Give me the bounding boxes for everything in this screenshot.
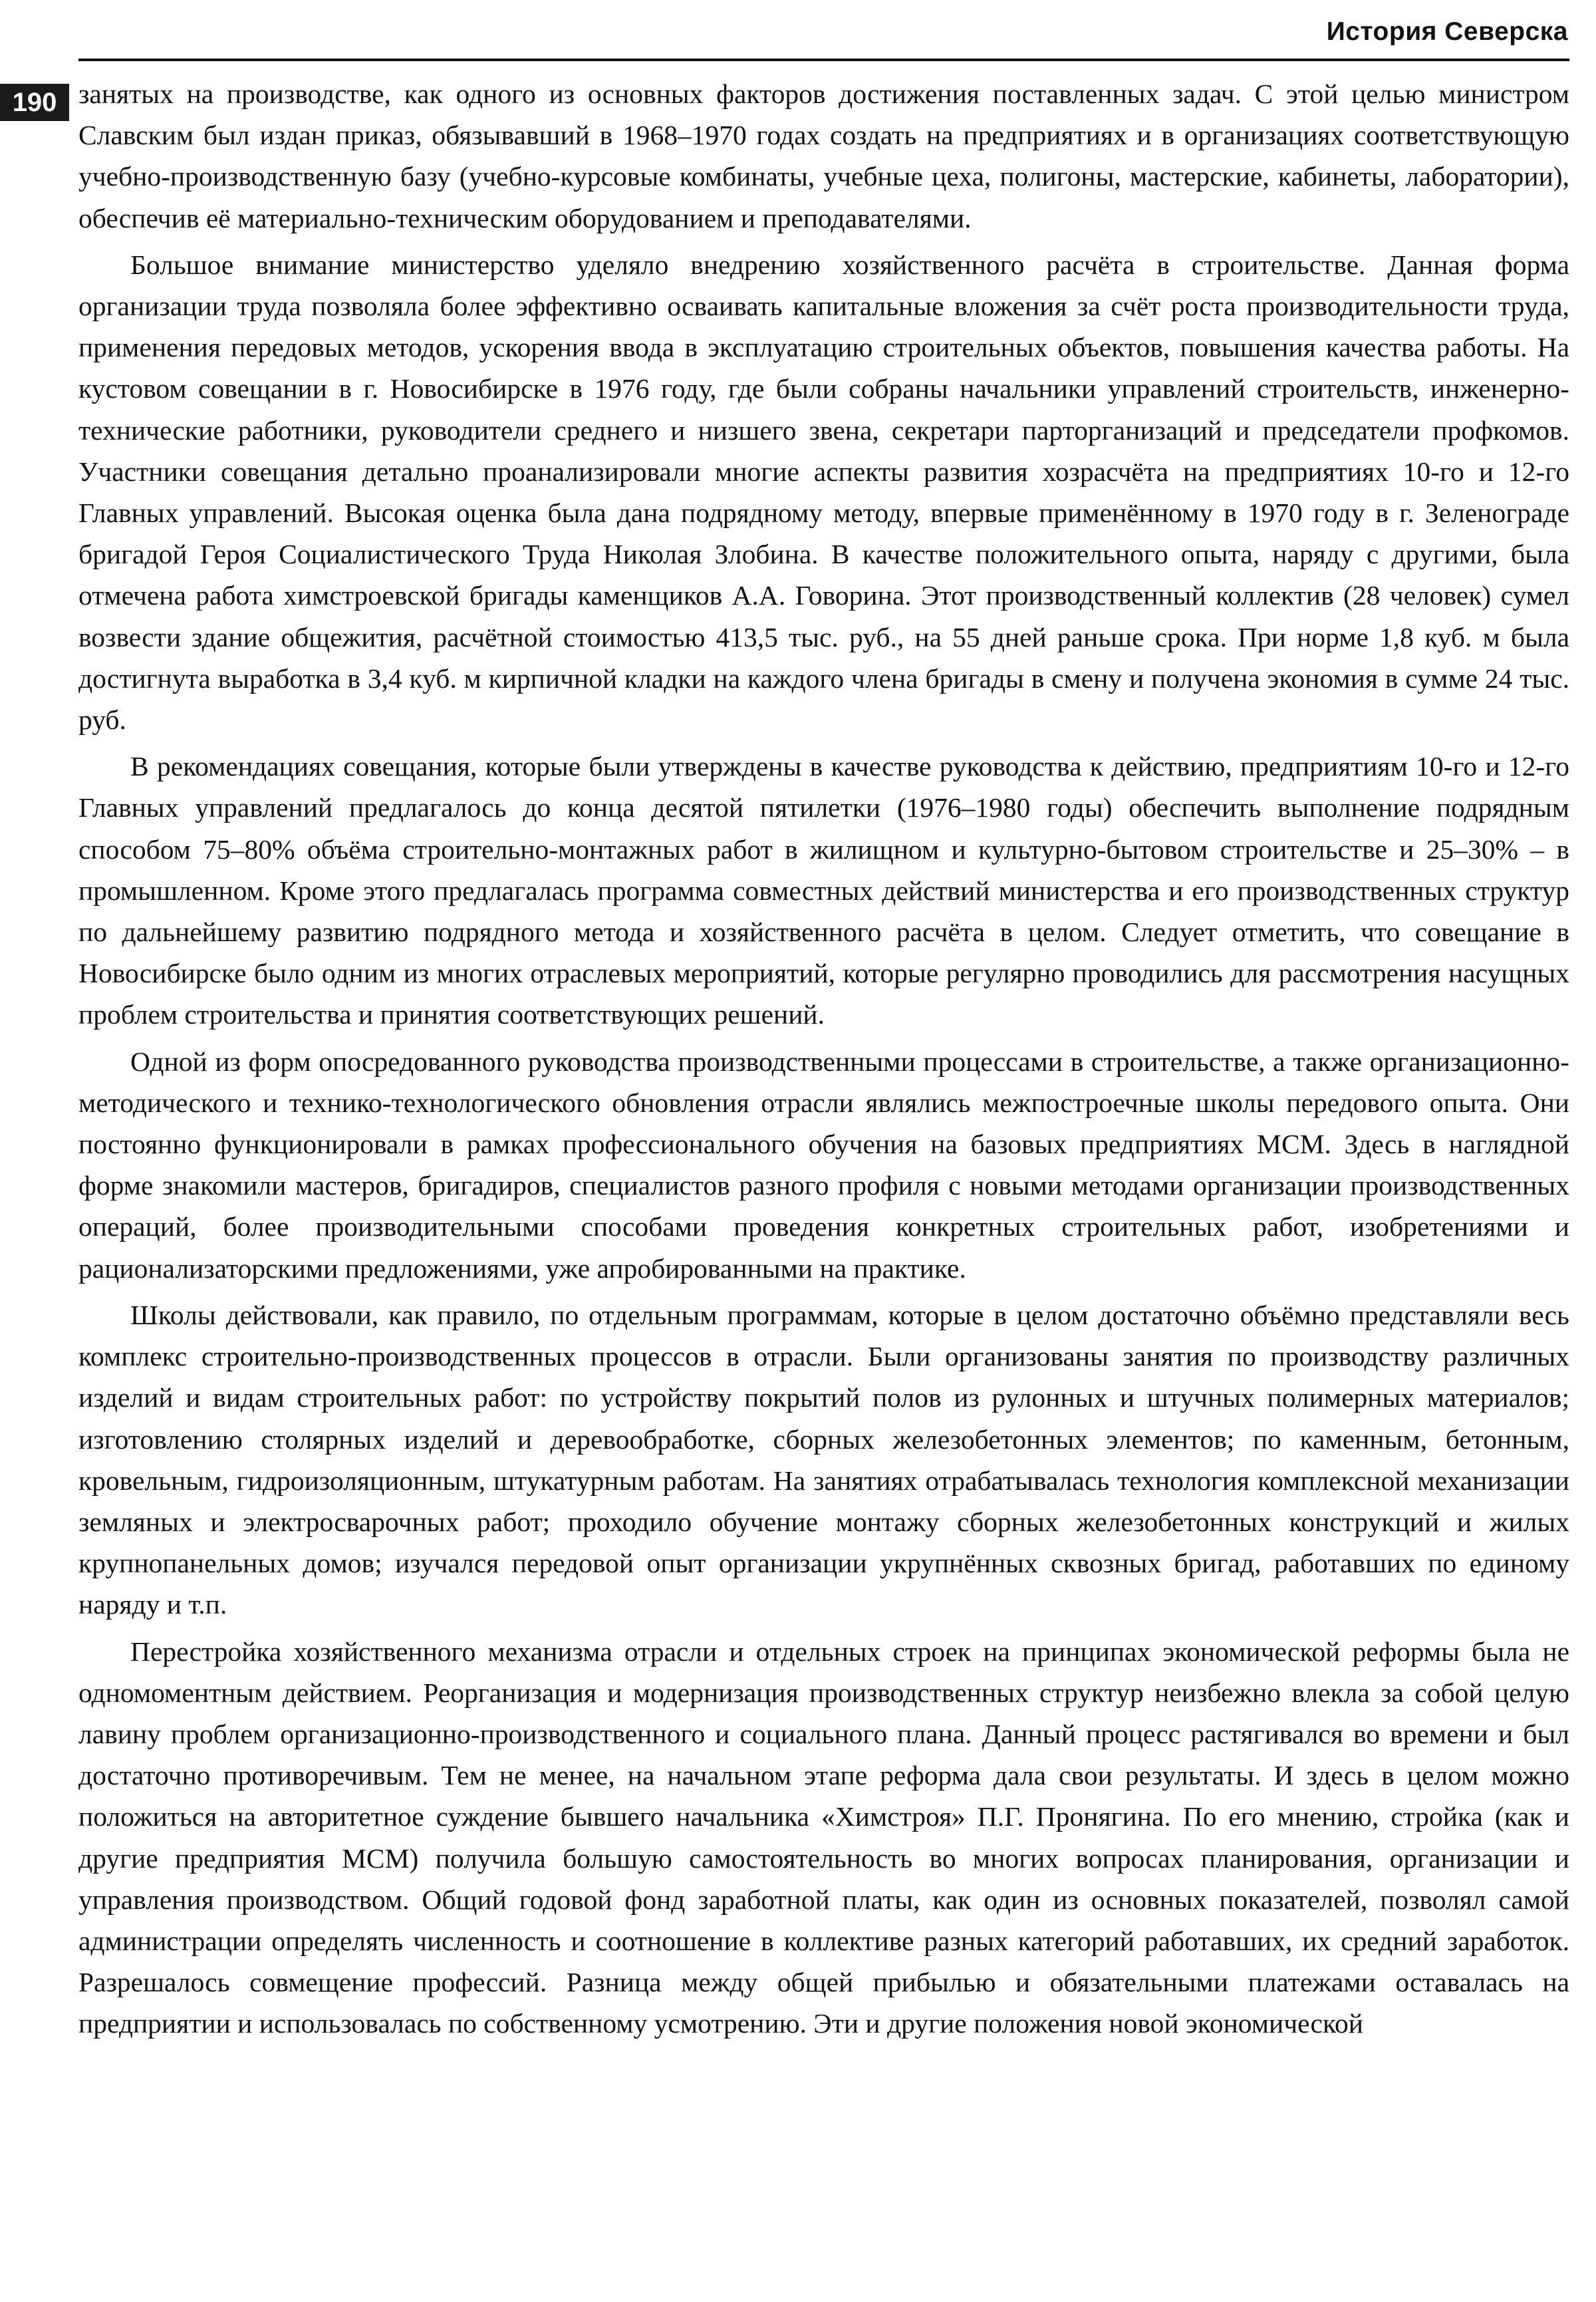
paragraph: Одной из форм опосредованного руководства производственными процессами в строительстве, а также организационно-методического и технико-технологического обновления отрасли являлись межпостроечные школы передового опыта. Они постоянно функционировали в рамках профессионального обучения на базовых предприятиях МСМ. Здесь в наглядной форме знакомили мастеров, бригадиров, специалистов разного профиля с новыми методами организации производственных операций, более производительными способами проведения конкретных строительных работ, изобретениями и рационализаторскими предложениями, уже апробированными на практике. (78, 1046, 1569, 1284)
running-title: История Северска (1326, 17, 1568, 46)
page-number: 190 (0, 84, 69, 121)
paragraph: Школы действовали, как правило, по отдельным программам, которые в целом достаточно объёмно представляли весь комплекс строительно-производственных процессов в отрасли. Были организованы занятия по производству различных изделий и видам строительных работ: по устройству покрытий полов из рулонных и штучных полимерных материалов; изготовлению столярных изделий и деревообработке, сборных железобетонных элементов; по каменным, бетонным, кровельным, гидроизоляционным, штукатурным работам. На занятиях отрабатывалась технология комплексной механизации земляных и электросварочных работ; проходило обучение монтажу сборных железобетонных конструкций и жилых крупнопанельных домов; изучался передовой опыт организации укрупнённых сквозных бригад, работавших по единому наряду и т.п. (78, 1299, 1569, 1620)
paragraph-continuation: занятых на производстве, как одного из основных факторов достижения поставленных задач. С этой целью министром Славским был издан приказ, обязывавший в 1968–1970 годах создать на предприятиях и в организациях соответствующую учебно-производственную базу (учебно-курсовые комбинаты, учебные цеха, полигоны, мастерские, кабинеты, лаборатории), обеспечив её материально-техническим оборудованием и преподавателями. (78, 78, 1569, 233)
paragraph: Перестройка хозяйственного механизма отрасли и отдельных строек на принципах экономической реформы была не одномоментным действием. Реорганизация и модернизация производственных структур неизбежно влекла за собой целую лавину проблем организационно-производственного и социального плана. Данный процесс растягивался во времени и был достаточно противоречивым. Тем не менее, на начальном этапе реформа дала свои результаты. И здесь в целом можно положиться на авторитетное суждение бывшего начальника «Химстроя» П.Г. Пронягина. По его мнению, стройка (как и другие предприятия МСМ) получила большую самостоятельность во многих вопросах планирования, организации и управления производством. Общий годовой фонд заработной платы, как один из основных показателей, позволял самой администрации определять численность и соотношение в коллективе разных категорий работавших, их средний заработок. Разрешалось совмещение профессий. Разница между общей прибылью и обязательными платежами оставалась на предприятии и использовалась по собственному усмотрению. Эти и другие положения новой экономической (78, 1636, 1569, 2039)
header-rule (78, 59, 1569, 61)
page-body (78, 73, 1569, 2050)
paragraph: Большое внимание министерство уделяло внедрению хозяйственного расчёта в строительстве. Данная форма организации труда позволяла более эффективно осваивать капитальные вложения за счёт роста производительности труда, применения передовых методов, ускорения ввода в эксплуатацию строительных объектов, повышения качества работы. На кустовом совещании в г. Новосибирске в 1976 году, где были собраны начальники управлений строительств, инженерно-технические работники, руководители среднего и низшего звена, секретари парторганизаций и председатели профкомов. Участники совещания детально проанализировали многие аспекты развития хозрасчёта на предприятиях 10-го и 12-го Главных управлений. Высокая оценка была дана подрядному методу, впервые применённому в 1970 году в г. Зеленограде бригадой Героя Социалистического Труда Николая Злобина. В качестве положительного опыта, наряду с другими, была отмечена работа химстроевской бригады каменщиков А.А. Говорина. Этот производственный коллектив (28 человек) сумел возвести здание общежития, расчётной стоимостью 413,5 тыс. руб., на 55 дней раньше срока. При норме 1,8 куб. м была достигнута выработка в 3,4 куб. м кирпичной кладки на каждого члена бригады в смену и получена экономия в сумме 24 тыс. руб. (78, 249, 1569, 736)
paragraph: В рекомендациях совещания, которые были утверждены в качестве руководства к действию, предприятиям 10-го и 12-го Главных управлений предлагалось до конца десятой пятилетки (1976–1980 годы) обеспечить выполнение подрядным способом 75–80% объёма строительно-монтажных работ в жилищном и культурно-бытовом строительстве и 25–30% – в промышленном. Кроме этого предлагалась программа совместных действий министерства и его производственных структур по дальнейшему развитию подрядного метода и хозяйственного расчёта в целом. Следует отметить, что совещание в Новосибирске было одним из многих отраслевых мероприятий, которые регулярно проводились для рассмотрения насущных проблем строительства и принятия соответствующих решений. (78, 751, 1569, 1030)
